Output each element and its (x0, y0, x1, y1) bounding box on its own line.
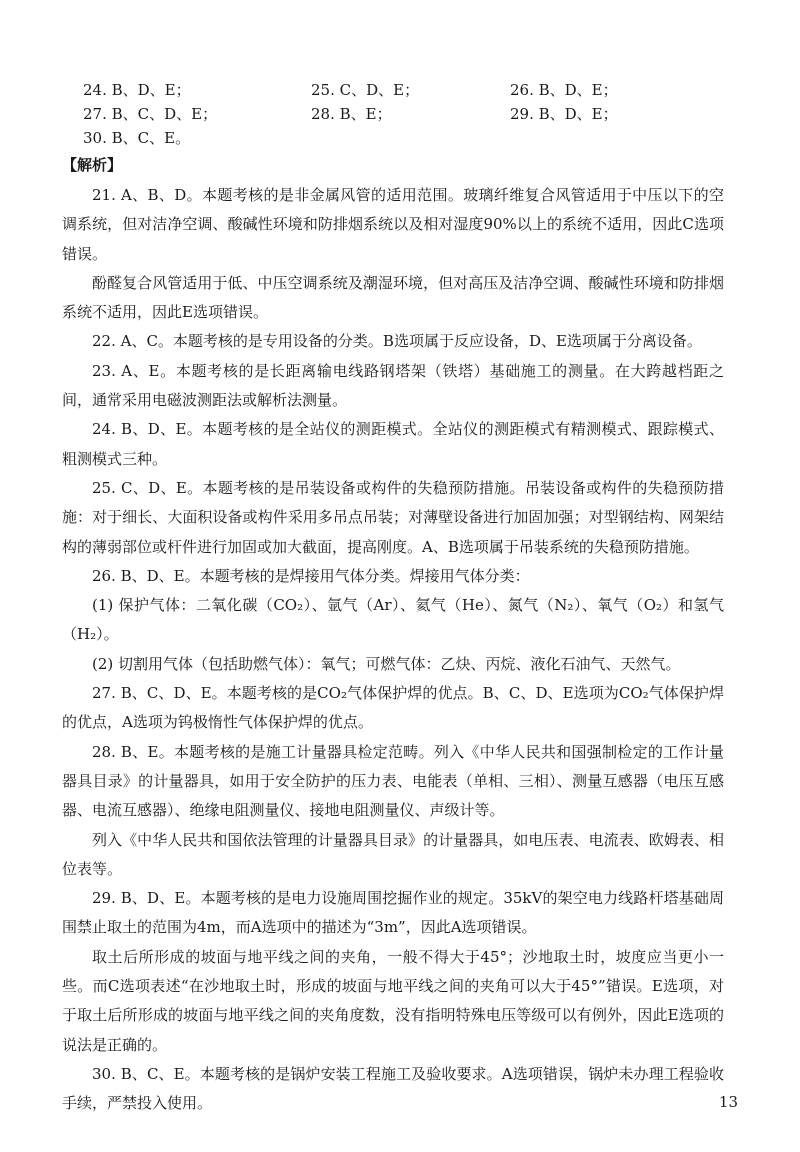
answer-29: 29. B、D、E； (510, 105, 618, 123)
paragraph: (2) 切割用气体（包括助燃气体）：氧气；可燃气体：乙炔、丙烷、液化石油气、天然气。 (92, 654, 681, 673)
answer-row (83, 126, 723, 150)
paragraph: 22. A、C。本题考核的是专用设备的分类。B选项属于反应设备，D、E选项属于分离设备。 (92, 332, 702, 351)
answer-27: 27. B、C、D、E； (83, 105, 218, 123)
answer-30: 30. B、C、E。 (83, 129, 191, 147)
answer-list (83, 78, 723, 150)
paragraph: (1) 保护气体：二氧化碳（CO₂）、氩气（Ar）、氦气（He）、氮气（N₂）、氧气（O₂）和氢气（H₂）。 (62, 596, 724, 644)
paragraph: 30. B、C、E。本题考核的是锅炉安装工程施工及验收要求。A选项错误，锅炉未办理工程验收手续，严禁投入使用。 (62, 1064, 724, 1113)
answer-row (83, 78, 723, 102)
paragraph: 28. B、E。本题考核的是施工计量器具检定范畴。列入《中华人民共和国强制检定的工作计量器具目录》的计量器具，如用于安全防护的压力表、电能表（单相、三相）、测量互感器（电压互感器、电流互感器）、绝缘电阻测量仪、接地电阻测量仪、声级计等。 (62, 742, 724, 820)
paragraph: 24. B、D、E。本题考核的是全站仪的测距模式。全站仪的测距模式有精测模式、跟踪模式、粗测模式三种。 (62, 420, 724, 468)
paragraph: 列入《中华人民共和国依法管理的计量器具目录》的计量器具，如电压表、电流表、欧姆表、相位表等。 (62, 830, 724, 878)
answer-24: 24. B、D、E； (83, 81, 191, 99)
paragraph: 25. C、D、E。本题考核的是吊装设备或构件的失稳预防措施。吊装设备或构件的失稳预防措施：对于细长、大面积设备或构件采用多吊点吊装；对薄壁设备进行加固加强；对型钢结构、网架结构的薄弱部位或杆件进行加固或加大截面，提高刚度。A、B选项属于吊装系统的失稳预防措施。 (62, 478, 724, 556)
paragraph: 27. B、C、D、E。本题考核的是CO₂气体保护焊的优点。B、C、D、E选项为CO₂气体保护焊的优点，A选项为钨极惰性气体保护焊的优点。 (62, 684, 724, 732)
paragraph: 21. A、B、D。本题考核的是非金属风管的适用范围。玻璃纤维复合风管适用于中压以下的空调系统，但对洁净空调、酸碱性环境和防排烟系统以及相对湿度90%以上的系统不适用，因此C选项错误。 (62, 186, 724, 263)
paragraph: 23. A、E。本题考核的是长距离输电线路钢塔架（铁塔）基础施工的测量。在大跨越档距之间，通常采用电磁波测距法或解析法测量。 (62, 361, 724, 410)
paragraph: 取土后所形成的坡面与地平线之间的夹角，一般不得大于45°；沙地取土时，坡度应当更小一些。而C选项表述“在沙地取土时，形成的坡面与地平线之间的夹角可以大于45°”错误。E选项，对于取土后所形成的坡面与地平线之间的夹角度数，没有指明特殊电压等级可以有例外，因此E选项的说法是正确的。 (62, 947, 724, 1054)
analysis-body (62, 181, 724, 1119)
answer-row (83, 102, 723, 126)
page-number: 13 (718, 1093, 738, 1111)
answer-26: 26. B、D、E； (510, 81, 618, 99)
paragraph: 酚醛复合风管适用于低、中压空调系统及潮湿环境，但对高压及洁净空调、酸碱性环境和防排烟系统不适用，因此E选项错误。 (62, 273, 724, 322)
paragraph: 26. B、D、E。本题考核的是焊接用气体分类。焊接用气体分类： (92, 566, 530, 585)
paragraph: 29. B、D、E。本题考核的是电力设施周围挖掘作业的规定。35kV的架空电力线路杆塔基础周围禁止取土的范围为4m，而A选项中的描述为“3m”，因此A选项错误。 (62, 889, 724, 937)
answer-25: 25. C、D、E； (311, 81, 420, 99)
answer-28: 28. B、E； (311, 105, 392, 123)
analysis-heading: 【解析】 (62, 156, 123, 174)
